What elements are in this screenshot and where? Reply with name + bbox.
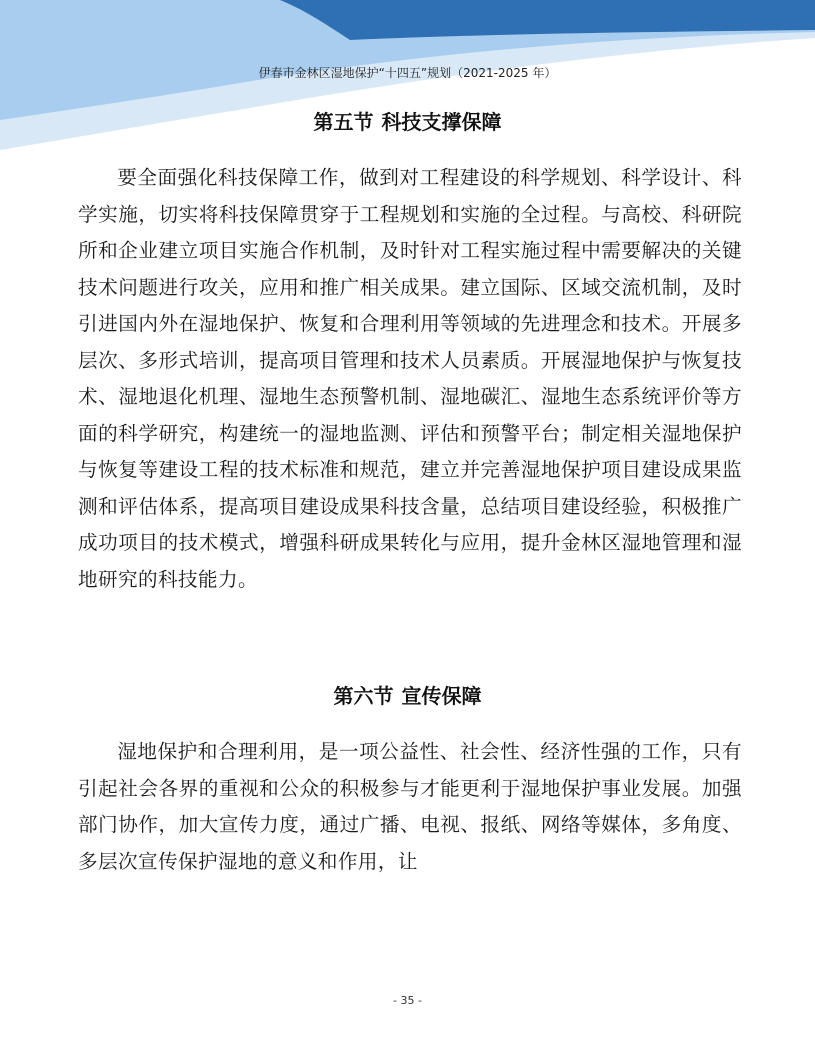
running-header-title: 伊春市金林区湿地保护“十四五”规划（2021-2025 年） (258, 66, 557, 80)
section-5-heading (0, 106, 815, 135)
section-6-heading (0, 680, 815, 709)
page-number: - 35 - (393, 994, 422, 1007)
section-6-paragraph: 湿地保护和合理利用，是一项公益性、社会性、经济性强的工作，只有引起社会各界的重视和公众的积极参与才能更利于湿地保护事业发展。加强部门协作，加大宣传力度，通过广播、电视、报纸、网络等媒体，多角度、多层次宣传保护湿地的意义和作用，让 (78, 740, 742, 873)
section-5-number: 第五节 (313, 110, 374, 134)
section-5-paragraph: 要全面强化科技保障工作，做到对工程建设的科学规划、科学设计、科学实施，切实将科技保障贯穿于工程规划和实施的全过程。与高校、科研院所和企业建立项目实施合作机制，及时针对工程实施过程中需要解决的关键技术问题进行攻关，应用和推广相关成果。建立国际、区域交流机制，及时引进国内外在湿地保护、恢复和合理利用等领域的先进理念和技术。开展多层次、多形式培训，提高项目管理和技术人员素质。开展湿地保护与恢复技术、湿地退化机理、湿地生态预警机制、湿地碳汇、湿地生态系统评价等方面的科学研究，构建统一的湿地监测、评估和预警平台；制定相关湿地保护与恢复等建设工程的技术标准和规范，建立并完善湿地保护项目建设成果监测和评估体系，提高项目建设成果科技含量，总结项目建设经验，积极推广成功项目的技术模式，增强科研成果转化与应用，提升金林区湿地管理和湿地研究的科技能力。 (78, 166, 742, 591)
section-6-number: 第六节 (333, 684, 394, 708)
section-5-title: 科技支撑保障 (381, 110, 502, 134)
section-6-title: 宣传保障 (401, 684, 482, 708)
